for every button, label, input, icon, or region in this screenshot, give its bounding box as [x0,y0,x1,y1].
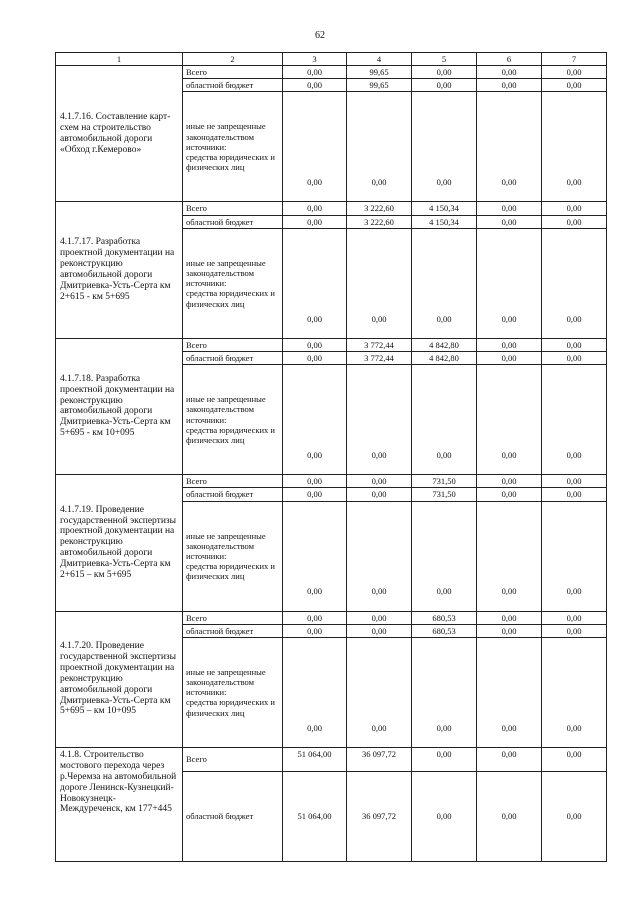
value-cell: 731,50 [412,488,477,501]
item-name: 4.1.7.16. Составление карт-схем на строительство автомобильной дороги «Обход г.Кемерово» [56,66,183,202]
label-stack [186,394,279,445]
value-cell: 0,00 [542,637,607,747]
value-cell: 3 772,44 [347,338,412,351]
value-cell: 0,00 [542,202,607,215]
value-cell: 680,53 [412,624,477,637]
value-cell: 0,00 [347,228,412,338]
value-cell: 0,00 [347,475,412,488]
other-sources-label: иные не запрещенные законодательством источники: [186,121,266,152]
value-cell: 99,65 [347,79,412,92]
label-stack [186,667,279,718]
value-cell: 0,00 [283,228,347,338]
item-name: 4.1.7.19. Проведение государственной экспертизы проектной документации на реконструкцию автомобильной дороги Дмитриевка-Усть-Серта км 2+615 – км 5+695 [56,475,183,611]
value-cell: 0,00 [542,228,607,338]
header-cell: 7 [542,53,607,66]
other-sources-label: иные не запрещенные законодательством источники: [186,666,266,698]
label-stack [186,258,279,309]
value-cell: 0,00 [542,215,607,228]
value-cell: 0,00 [477,747,542,771]
legal-entities-label: средства юридических и физических лиц [186,151,275,173]
value-cell: 0,00 [477,338,542,351]
value-cell: 0,00 [477,488,542,501]
table-row [56,475,607,488]
value-cell: 0,00 [347,611,412,624]
value-cell: 0,00 [477,365,542,475]
header-cell: 2 [183,53,283,66]
other-sources-label: иные не запрещенные законодательством источники: [186,394,266,425]
other-sources-label: иные не запрещенные законодательством источники: [186,257,266,289]
value-cell: 0,00 [347,92,412,202]
item-name: 4.1.7.20. Проведение государственной экспертизы проектной документации на реконструкцию автомобильной дороги Дмитриевка-Усть-Серта км 5+695 – км 10+095 [56,611,183,747]
value-cell: 0,00 [412,92,477,202]
value-cell: 0,00 [542,611,607,624]
value-cell: 0,00 [477,66,542,79]
row-label-total: Всего [183,611,283,624]
value-cell: 0,00 [542,66,607,79]
value-cell: 0,00 [283,215,347,228]
row-label-regional: областной бюджет [183,215,283,228]
header-row [56,53,607,66]
value-cell: 680,53 [412,611,477,624]
value-cell: 0,00 [542,747,607,771]
value-cell: 0,00 [283,475,347,488]
value-cell: 0,00 [542,351,607,364]
value-cell: 0,00 [477,228,542,338]
value-cell: 0,00 [477,92,542,202]
legal-entities-label: средства юридических и физических лиц [186,561,275,582]
value-cell: 0,00 [477,79,542,92]
value-cell: 0,00 [412,228,477,338]
table-row [56,338,607,351]
row-label-other [183,365,283,475]
value-cell: 0,00 [542,624,607,637]
value-cell: 0,00 [283,351,347,364]
row-label-regional: областной бюджет [183,771,283,861]
row-label-regional: областной бюджет [183,351,283,364]
legal-entities-label: средства юридических и физических лиц [186,288,275,309]
value-cell: 0,00 [283,501,347,611]
value-cell: 4 150,34 [412,215,477,228]
value-cell: 0,00 [412,771,477,861]
row-label-total: Всего [183,66,283,79]
value-cell: 0,00 [477,202,542,215]
value-cell: 0,00 [477,611,542,624]
value-cell: 0,00 [477,771,542,861]
value-cell: 4 842,80 [412,338,477,351]
value-cell: 3 222,60 [347,202,412,215]
legal-entities-label: средства юридических и физических лиц [186,697,275,718]
value-cell: 36 097,72 [347,747,412,771]
value-cell: 0,00 [347,637,412,747]
value-cell: 0,00 [347,501,412,611]
header-cell: 6 [477,53,542,66]
table-row [56,747,607,771]
row-label-total: Всего [183,747,283,771]
value-cell: 99,65 [347,66,412,79]
table-row [56,611,607,624]
row-label-total: Всего [183,338,283,351]
value-cell: 51 064,00 [283,747,347,771]
value-cell: 4 150,34 [412,202,477,215]
value-cell: 0,00 [347,488,412,501]
item-name: 4.1.8. Строительство мостового перехода через р.Черемза на автомобильной дороге Ленинск-Кузнецкий-Новокузнецк-Междуреченск, км 177+445 [56,747,183,861]
row-label-total: Всего [183,202,283,215]
value-cell: 0,00 [283,202,347,215]
value-cell: 0,00 [477,501,542,611]
value-cell: 0,00 [283,637,347,747]
value-cell: 0,00 [477,351,542,364]
header-cell: 4 [347,53,412,66]
value-cell: 36 097,72 [347,771,412,861]
legal-entities-label: средства юридических и физических лиц [186,424,275,445]
value-cell: 0,00 [347,624,412,637]
value-cell: 0,00 [542,92,607,202]
page-number: 62 [315,30,325,41]
value-cell: 0,00 [283,611,347,624]
row-label-other [183,228,283,338]
header-cell: 5 [412,53,477,66]
value-cell: 0,00 [542,79,607,92]
value-cell: 0,00 [542,475,607,488]
value-cell: 0,00 [412,747,477,771]
value-cell: 731,50 [412,475,477,488]
value-cell: 0,00 [412,365,477,475]
value-cell: 51 064,00 [283,771,347,861]
header-cell: 1 [56,53,183,66]
value-cell: 0,00 [283,66,347,79]
table-row [56,202,607,215]
item-name: 4.1.7.18. Разработка проектной документации на реконструкцию автомобильной дороги Дмитриевка-Усть-Серта км 5+695 - км 10+095 [56,338,183,474]
row-label-regional: областной бюджет [183,488,283,501]
value-cell: 0,00 [412,66,477,79]
value-cell: 0,00 [412,79,477,92]
value-cell: 0,00 [542,365,607,475]
header-cell: 3 [283,53,347,66]
value-cell: 0,00 [347,365,412,475]
value-cell: 0,00 [542,771,607,861]
value-cell: 0,00 [542,501,607,611]
row-label-regional: областной бюджет [183,79,283,92]
value-cell: 0,00 [283,488,347,501]
value-cell: 0,00 [283,624,347,637]
value-cell: 0,00 [283,79,347,92]
row-label-total: Всего [183,475,283,488]
value-cell: 0,00 [283,338,347,351]
value-cell: 0,00 [542,338,607,351]
table-row [56,66,607,79]
value-cell: 0,00 [477,475,542,488]
label-stack [186,121,279,172]
row-label-regional: областной бюджет [183,624,283,637]
value-cell: 0,00 [542,488,607,501]
value-cell: 3 772,44 [347,351,412,364]
other-sources-label: иные не запрещенные законодательством источники: [186,530,266,561]
value-cell: 0,00 [283,92,347,202]
row-label-other [183,92,283,202]
value-cell: 0,00 [412,637,477,747]
row-label-other [183,637,283,747]
label-stack [186,531,279,582]
value-cell: 3 222,60 [347,215,412,228]
value-cell: 0,00 [412,501,477,611]
budget-table [55,52,607,862]
value-cell: 0,00 [283,365,347,475]
value-cell: 0,00 [477,215,542,228]
value-cell: 0,00 [477,637,542,747]
row-label-other [183,501,283,611]
value-cell: 4 842,80 [412,351,477,364]
value-cell: 0,00 [477,624,542,637]
item-name: 4.1.7.17. Разработка проектной документации на реконструкцию автомобильной дороги Дмитриевка-Усть-Серта км 2+615 - км 5+695 [56,202,183,338]
